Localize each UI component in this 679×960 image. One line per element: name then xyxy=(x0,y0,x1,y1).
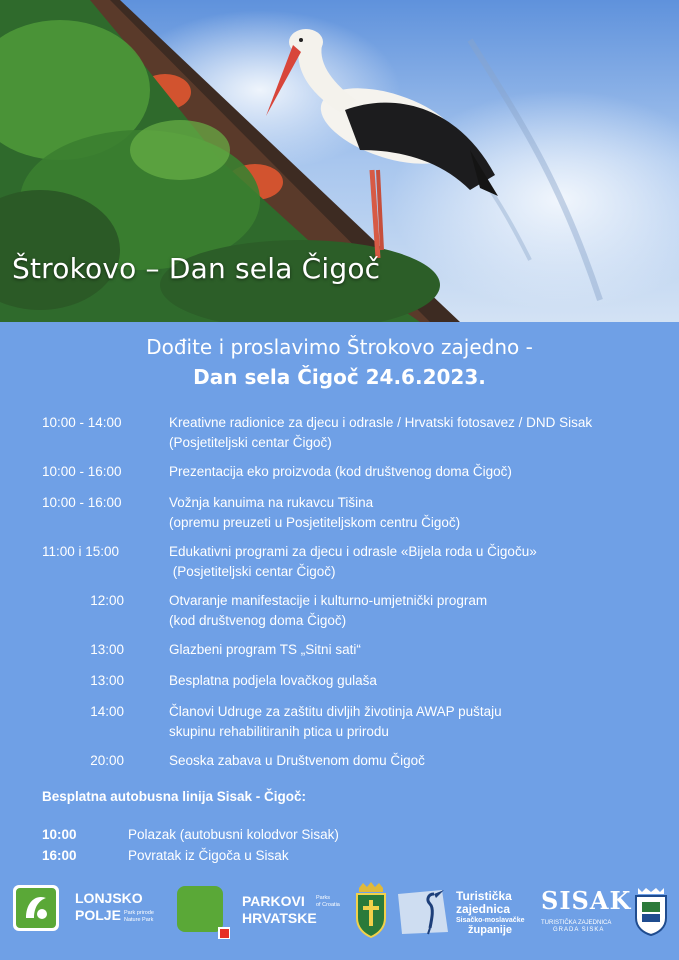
hero-photo xyxy=(0,0,679,322)
schedule-time: 12:00 xyxy=(90,593,124,608)
bus-description: Povratak iz Čigoča u Sisak xyxy=(128,848,289,863)
schedule-line: (Posjetiteljski centar Čigoč) xyxy=(169,435,332,450)
schedule-time: 14:00 xyxy=(90,704,124,719)
tz-county-line-1: Turistička xyxy=(456,889,512,903)
bus-time: 16:00 xyxy=(42,848,77,863)
schedule-description xyxy=(169,591,669,631)
sisak-coat-of-arms-icon xyxy=(634,886,668,936)
schedule-line: Prezentacija eko proizvoda (kod društvenog doma Čigoč) xyxy=(169,464,512,479)
schedule-description xyxy=(169,702,669,742)
parkovi-hrvatske-line-1: PARKOVI xyxy=(242,893,305,909)
schedule-description xyxy=(169,462,669,482)
schedule-time: 13:00 xyxy=(90,642,124,657)
schedule-line: (opremu preuzeti u Posjetiteljskom centru Čigoč) xyxy=(169,515,461,530)
parkovi-hrvatske-small-2: of Croatia xyxy=(316,902,340,908)
headline-line-1: Dođite i proslavimo Štrokovo zajedno - xyxy=(146,335,533,359)
schedule-line: Besplatna podjela lovačkog gulaša xyxy=(169,673,377,688)
sponsor-logos xyxy=(0,876,679,960)
bus-description: Polazak (autobusni kolodvor Sisak) xyxy=(128,827,339,842)
schedule-time: 11:00 i 15:00 xyxy=(42,544,120,559)
schedule-description xyxy=(169,493,669,533)
schedule-line: (kod društvenog doma Čigoč) xyxy=(169,613,347,628)
schedule-line: Kreativne radionice za djecu i odrasle / Hrvatski fotosavez / DND Sisak xyxy=(169,415,593,430)
parkovi-hrvatske-line-2: HRVATSKE xyxy=(242,910,317,926)
stork-logo-icon xyxy=(398,888,454,936)
lonjsko-polje-line-2: POLJE xyxy=(75,907,121,923)
headline xyxy=(0,332,679,392)
schedule-time: 10:00 - 14:00 xyxy=(42,415,122,430)
lonjsko-polje-small-2: Nature Park xyxy=(124,917,154,923)
lonjsko-polje-small-1: Park prirode xyxy=(124,910,154,916)
parkovi-hrvatske-small-1: Parks xyxy=(316,895,331,901)
lonjsko-polje-logo-icon xyxy=(12,884,60,932)
tz-county-line-4: županije xyxy=(468,924,513,936)
schedule-line: (Posjetiteljski centar Čigoč) xyxy=(169,564,336,579)
schedule-time: 10:00 - 16:00 xyxy=(42,495,122,510)
schedule-description xyxy=(169,751,669,771)
schedule-description xyxy=(169,542,669,582)
schedule-line: skupinu rehabilitiranih ptica u prirodu xyxy=(169,724,389,739)
sisak-wordmark: SISAK xyxy=(541,886,632,915)
sisak-small-1: TURISTIČKA ZAJEDNICA xyxy=(541,920,612,926)
schedule-time: 10:00 - 16:00 xyxy=(42,464,122,479)
parkovi-hrvatske-logo-icon xyxy=(176,885,232,941)
schedule-line: Edukativni programi za djecu i odrasle «Bijela roda u Čigoču» xyxy=(169,544,537,559)
sisak-small-2: GRADA SISKA xyxy=(553,927,605,933)
headline-date: Dan sela Čigoč 24.6.2023. xyxy=(193,365,486,389)
schedule-line: Vožnja kanuima na rukavcu Tišina xyxy=(169,495,374,510)
bus-time: 10:00 xyxy=(42,827,77,842)
schedule-time: 20:00 xyxy=(90,753,124,768)
hero-title: Štrokovo – Dan sela Čigoč xyxy=(12,252,381,285)
county-coat-of-arms-icon xyxy=(354,882,388,938)
schedule-line: Otvaranje manifestacije i kulturno-umjetnički program xyxy=(169,593,488,608)
schedule-description xyxy=(169,413,669,453)
lonjsko-polje-line-1: LONJSKO xyxy=(75,890,143,906)
schedule-description xyxy=(169,671,669,691)
bus-line-title: Besplatna autobusna linija Sisak - Čigoč: xyxy=(42,789,307,804)
tz-county-line-2: zajednica xyxy=(456,902,511,916)
schedule-line: Seoska zabava u Društvenom domu Čigoč xyxy=(169,753,425,768)
tz-county-line-3: Sisačko-moslavačke xyxy=(456,917,525,924)
schedule-description xyxy=(169,640,669,660)
schedule-line: Glazbeni program TS „Sitni sati“ xyxy=(169,642,361,657)
schedule-line: Članovi Udruge za zaštitu divljih životinja AWAP puštaju xyxy=(169,704,502,719)
schedule-time: 13:00 xyxy=(90,673,124,688)
